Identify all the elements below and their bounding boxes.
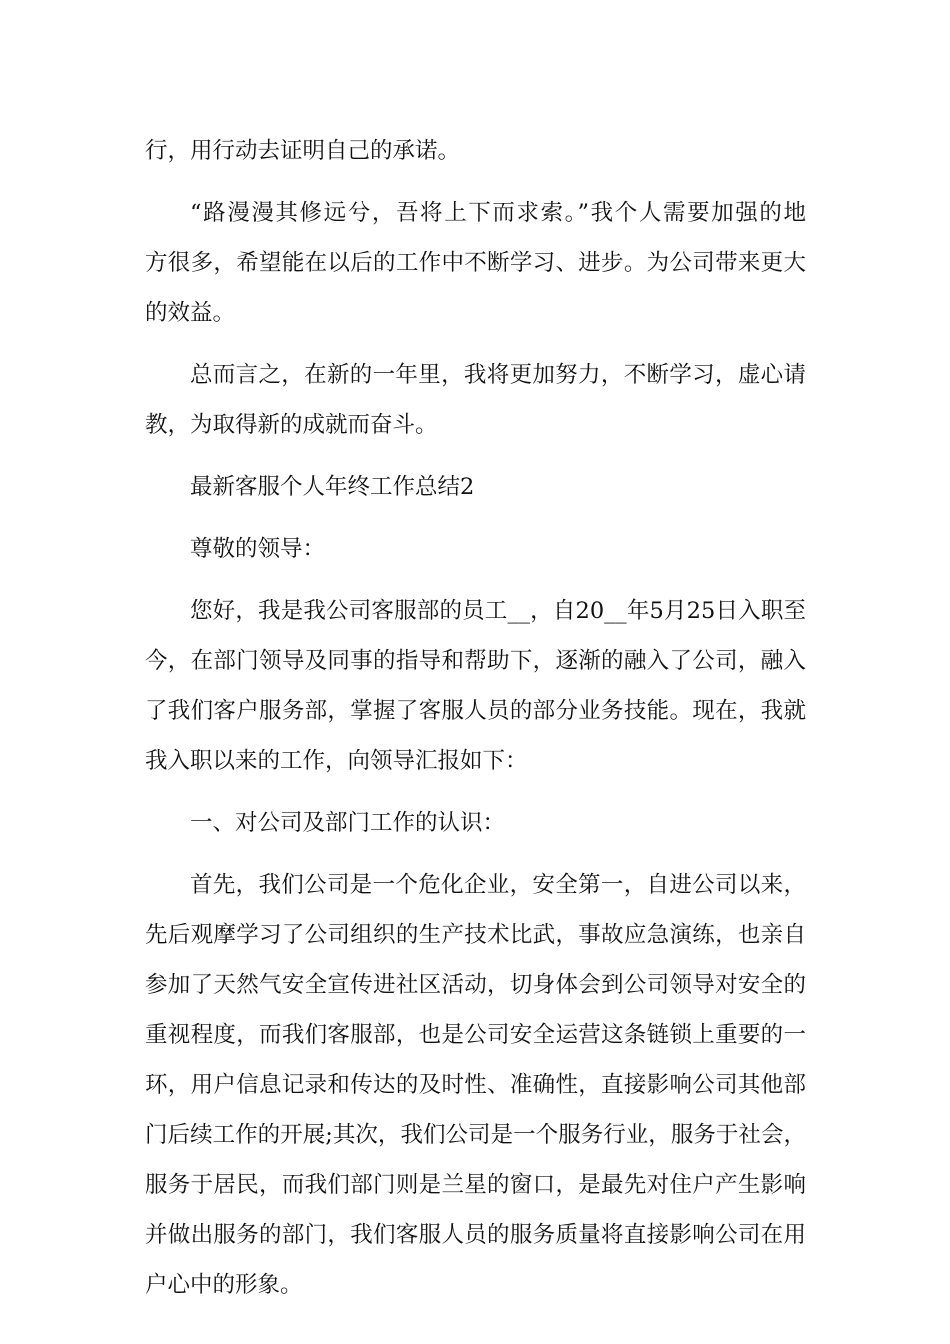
text-line: 的效益。: [145, 300, 236, 326]
text-line: 今，在部门领导及同事的指导和帮助下，逐渐的融入了公司，融入: [145, 648, 806, 674]
text-line: 尊敬的领导：: [190, 536, 326, 562]
text-line: “路漫漫其修远兮，吾将上下而求索。”我个人需要加强的地: [190, 200, 806, 226]
paragraph-quote: [145, 188, 806, 338]
text-line: 并做出服务的部门，我们客服人员的服务质量将直接影响公司在用: [145, 1222, 806, 1248]
text-line: 一、对公司及部门工作的认识：: [190, 810, 506, 836]
text-line: 方很多，希望能在以后的工作中不断学习、进步。为公司带来更大: [145, 250, 806, 276]
text-line: 门后续工作的开展;其次，我们公司是一个服务行业，服务于社会，: [145, 1122, 806, 1148]
paragraph-company-safety-service: [145, 860, 806, 1310]
text-line: 户心中的形象。: [145, 1272, 303, 1298]
text-line: 先后观摩学习了公司组织的生产技术比武，事故应急演练，也亲自: [145, 922, 806, 948]
text-line: 重视程度，而我们客服部，也是公司安全运营这条链锁上重要的一: [145, 1022, 806, 1048]
text-line: 教，为取得新的成就而奋斗。: [145, 412, 438, 438]
text-line: 环，用户信息记录和传达的及时性、准确性，直接影响公司其他部: [145, 1072, 806, 1098]
text-line: 行，用行动去证明自己的承诺。: [145, 138, 461, 164]
section-title: [145, 462, 806, 512]
paragraph-closing-commitment: [145, 126, 806, 176]
text-line: 参加了天然气安全宣传进社区活动，切身体会到公司领导对安全的: [145, 972, 806, 998]
text-line: 您好，我是我公司客服部的员工__，自20__年5月25日入职至: [190, 598, 806, 624]
text-line: 最新客服个人年终工作总结2: [190, 474, 475, 500]
text-line: 了我们客户服务部，掌握了客服人员的部分业务技能。现在，我就: [145, 698, 806, 724]
text-line: 我入职以来的工作，向领导汇报如下：: [145, 748, 528, 774]
text-line: 服务于居民，而我们部门则是兰星的窗口，是最先对住户产生影响: [145, 1172, 806, 1198]
section-heading-understanding: [145, 798, 806, 848]
paragraph-introduction: [145, 586, 806, 786]
paragraph-summary: [145, 350, 806, 450]
salutation: [145, 524, 806, 574]
text-line: 总而言之，在新的一年里，我将更加努力，不断学习，虚心请: [190, 362, 806, 388]
text-line: 首先，我们公司是一个危化企业，安全第一，自进公司以来，: [190, 872, 806, 898]
